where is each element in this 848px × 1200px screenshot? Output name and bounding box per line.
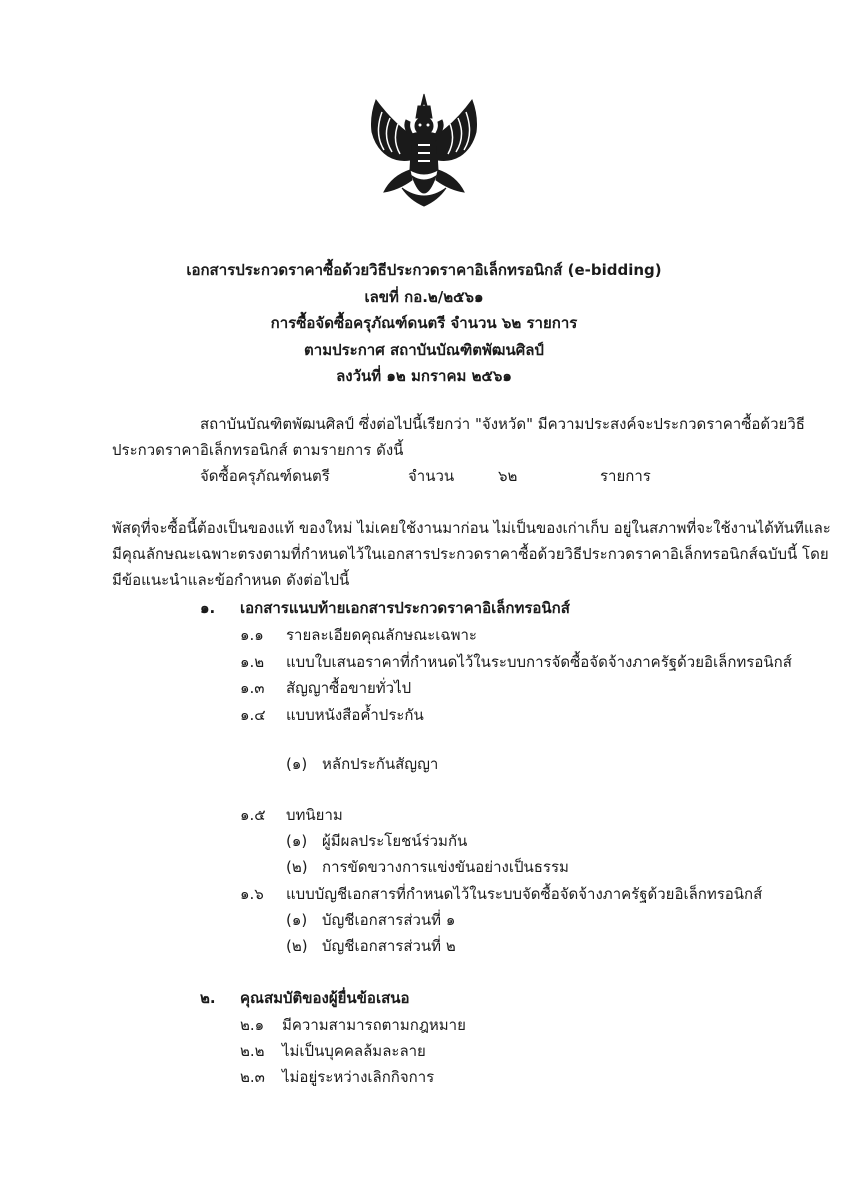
sub-1-6-1-text: บัญชีเอกสารส่วนที่ ๑: [322, 911, 456, 929]
section-2-title: คุณสมบัติของผู้ยื่นข้อเสนอ: [240, 989, 410, 1007]
doc-date: ลงวันที่ ๑๒ มกราคม ๒๕๖๑: [336, 367, 512, 385]
item-name: จัดซื้อครุภัณฑ์ดนตรี: [200, 467, 330, 485]
item-1-4-text: แบบหนังสือค้ำประกัน: [286, 706, 424, 724]
doc-number: เลขที่ กอ.๒/๒๕๖๑: [364, 288, 484, 306]
item-2-1-number: ๒.๑: [240, 1016, 265, 1034]
section-1-title: เอกสารแนบท้ายเอกสารประกวดราคาอิเล็กทรอนิกส์: [240, 599, 570, 617]
section-1-number: ๑.: [200, 599, 216, 617]
item-1-6-number: ๑.๖: [240, 885, 264, 903]
sub-1-5-2-number: (๒): [286, 858, 308, 876]
item-2-1-text: มีความสามารถตามกฎหมาย: [282, 1016, 466, 1034]
garuda-emblem-icon: [362, 92, 486, 212]
item-2-2-number: ๒.๒: [240, 1042, 265, 1060]
sub-1-4-1-number: (๑): [286, 755, 308, 773]
intro2-line-1: พัสดุที่จะซื้อนี้ต้องเป็นของแท้ ของใหม่ ไม่เคยใช้งานมาก่อน ไม่เป็นของเก่าเก็บ อยู่ในสภาพที่จะใช้งานได้ทันทีและ: [112, 519, 831, 537]
item-1-2-number: ๑.๒: [240, 653, 265, 671]
intro2-line-3: มีข้อแนะนำและข้อกำหนด ดังต่อไปนี้: [112, 571, 350, 589]
item-2-3-number: ๒.๓: [240, 1068, 265, 1086]
section-2-number: ๒.: [200, 989, 216, 1007]
item-unit: รายการ: [600, 467, 651, 485]
item-1-1-number: ๑.๑: [240, 626, 264, 644]
item-qty: ๖๒: [498, 467, 518, 485]
sub-1-5-1-number: (๑): [286, 832, 308, 850]
intro2-line-2: มีคุณลักษณะเฉพาะตรงตามที่กำหนดไว้ในเอกสารประกวดราคาซื้อด้วยวิธีประกวดราคาอิเล็กทรอนิกส์ฉบับนี้ โดย: [112, 545, 829, 563]
item-qty-label: จำนวน: [408, 467, 455, 485]
sub-1-5-1-text: ผู้มีผลประโยชน์ร่วมกัน: [322, 832, 468, 850]
doc-announcement: ตามประกาศ สถาบันบัณฑิตพัฒนศิลป์: [304, 341, 544, 359]
item-1-3-number: ๑.๓: [240, 679, 265, 697]
doc-title: เอกสารประกวดราคาซื้อด้วยวิธีประกวดราคาอิเล็กทรอนิกส์ (e-bidding): [186, 261, 662, 279]
intro-line-1: สถาบันบัณฑิตพัฒนศิลป์ ซึ่งต่อไปนี้เรียกว่า "จังหวัด" มีความประสงค์จะประกวดราคาซื้อด้วยวิธี: [200, 415, 805, 433]
item-2-2-text: ไม่เป็นบุคคลล้มละลาย: [282, 1042, 426, 1060]
item-1-1-text: รายละเอียดคุณลักษณะเฉพาะ: [286, 626, 477, 644]
sub-1-4-1-text: หลักประกันสัญญา: [322, 755, 439, 773]
sub-1-6-1-number: (๑): [286, 911, 308, 929]
item-1-2-text: แบบใบเสนอราคาที่กำหนดไว้ในระบบการจัดซื้อจัดจ้างภาครัฐด้วยอิเล็กทรอนิกส์: [286, 653, 792, 671]
item-2-3-text: ไม่อยู่ระหว่างเลิกกิจการ: [282, 1068, 435, 1086]
item-1-5-text: บทนิยาม: [286, 806, 343, 824]
item-1-3-text: สัญญาซื้อขายทั่วไป: [286, 679, 412, 697]
sub-1-6-2-text: บัญชีเอกสารส่วนที่ ๒: [322, 937, 456, 955]
sub-1-5-2-text: การขัดขวางการแข่งขันอย่างเป็นธรรม: [322, 858, 569, 876]
item-1-6-text: แบบบัญชีเอกสารที่กำหนดไว้ในระบบจัดซื้อจัดจ้างภาครัฐด้วยอิเล็กทรอนิกส์: [286, 885, 763, 903]
item-1-5-number: ๑.๕: [240, 806, 266, 824]
doc-subject: การซื้อจัดซื้อครุภัณฑ์ดนตรี จำนวน ๖๒ รายการ: [270, 314, 578, 332]
item-1-4-number: ๑.๔: [240, 706, 266, 724]
sub-1-6-2-number: (๒): [286, 937, 308, 955]
intro-line-2: ประกวดราคาอิเล็กทรอนิกส์ ตามรายการ ดังนี้: [112, 441, 404, 459]
